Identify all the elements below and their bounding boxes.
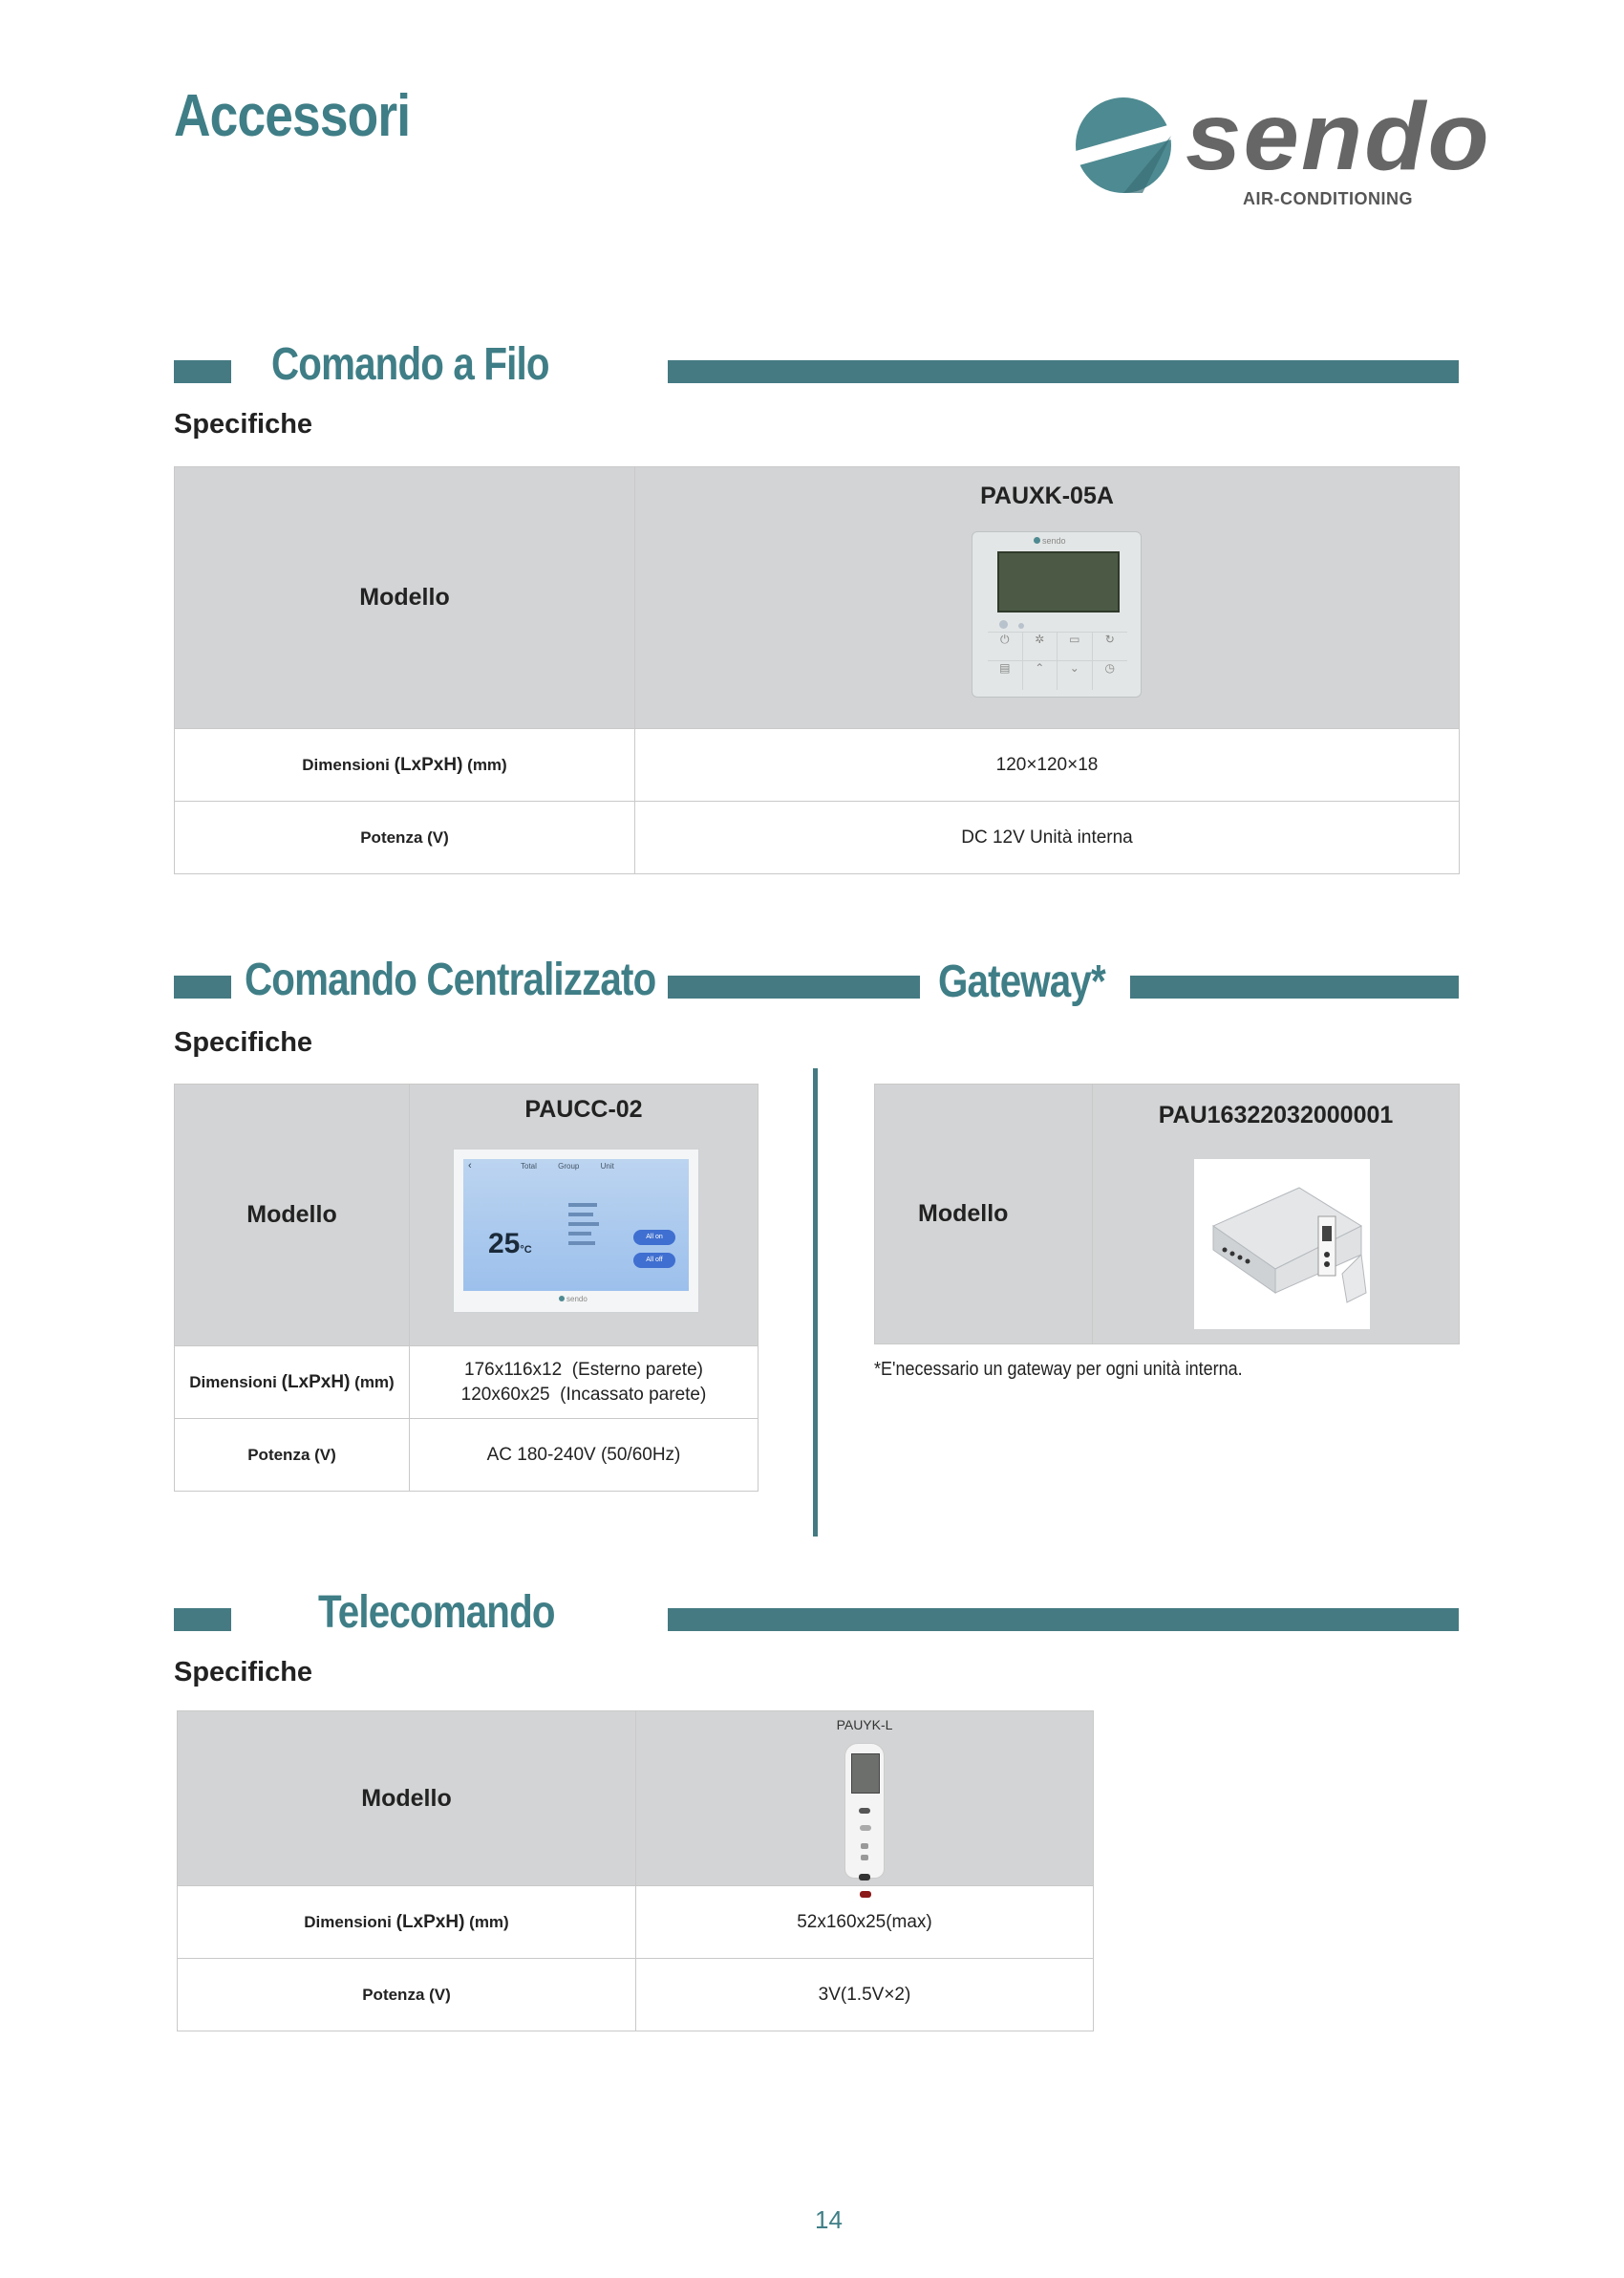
screen-tabs: Total Group Unit bbox=[521, 1162, 614, 1171]
dimensions-value-line2: 120x60x25 (Incassato parete) bbox=[460, 1384, 707, 1405]
power-value: DC 12V Unità interna bbox=[961, 827, 1133, 848]
remote-lcd bbox=[851, 1753, 880, 1794]
model-name: PAUYK-L bbox=[836, 1717, 893, 1732]
gateway-device-drawing bbox=[1194, 1159, 1370, 1329]
central-spec-table bbox=[174, 1084, 759, 1492]
model-cell bbox=[635, 467, 1460, 729]
power-label: Potenza (V) bbox=[360, 827, 449, 847]
section-title-gateway: Gateway* bbox=[938, 956, 1105, 1007]
dimensions-label: Dimensioni (LxPxH) (mm) bbox=[189, 1371, 395, 1392]
dimensions-label-cell bbox=[178, 1886, 636, 1959]
section-bar-right bbox=[668, 360, 1459, 383]
gateway-spec-table bbox=[874, 1084, 1460, 1344]
remote-spec-table bbox=[177, 1710, 1094, 2031]
power-label-cell bbox=[175, 802, 635, 874]
section-bar-left bbox=[174, 1608, 231, 1631]
power-value-cell bbox=[636, 1959, 1094, 2031]
section-bar-right bbox=[668, 1608, 1459, 1631]
all-off-button[interactable]: All off bbox=[633, 1253, 675, 1268]
brand-tagline: AIR-CONDITIONING bbox=[1243, 189, 1413, 208]
all-on-button[interactable]: All on bbox=[633, 1230, 675, 1245]
dimensions-label-cell bbox=[175, 729, 635, 802]
device-brand-text: sendo bbox=[566, 1295, 588, 1303]
device-brand bbox=[559, 1295, 588, 1303]
power-value-cell bbox=[410, 1419, 759, 1492]
model-label: Modello bbox=[361, 1784, 452, 1812]
section-bar-middle bbox=[668, 976, 920, 999]
power-label-cell bbox=[175, 1419, 410, 1492]
model-label-cell bbox=[178, 1711, 636, 1886]
screen-temperature: 25°C bbox=[488, 1228, 532, 1259]
model-cell bbox=[636, 1711, 1094, 1886]
button-grid: ⏻ ✲ ▭ ↻ ▤ ⌃ ⌄ ◷ bbox=[988, 632, 1127, 690]
dimensions-value-line1: 176x116x12 (Esterno parete) bbox=[464, 1359, 703, 1380]
model-name: PAUXK-05A bbox=[980, 483, 1114, 509]
power-label: Potenza (V) bbox=[362, 1985, 451, 2004]
power-label-cell bbox=[178, 1959, 636, 2031]
page-title: Accessori bbox=[174, 83, 411, 149]
model-cell bbox=[1093, 1085, 1460, 1344]
device-brand-text: sendo bbox=[1042, 536, 1066, 546]
sendo-logo bbox=[1076, 83, 1491, 220]
dimensions-value-cell bbox=[635, 729, 1460, 802]
wired-controller-image bbox=[972, 531, 1142, 698]
power-value: 3V(1.5V×2) bbox=[818, 1984, 911, 2005]
dimensions-value: 120×120×18 bbox=[995, 754, 1099, 775]
section-bar-right bbox=[1130, 976, 1459, 999]
power-label: Potenza (V) bbox=[247, 1445, 336, 1464]
model-name: PAU16322032000001 bbox=[1158, 1102, 1394, 1128]
section-bar-left bbox=[174, 976, 231, 999]
dimensions-label-cell bbox=[175, 1346, 410, 1419]
remote-buttons bbox=[851, 1801, 878, 1902]
dimensions-label: Dimensioni (LxPxH) (mm) bbox=[302, 754, 507, 775]
wired-spec-table bbox=[174, 466, 1460, 874]
dimensions-value-cell bbox=[410, 1346, 759, 1419]
back-arrow-icon[interactable]: ‹ bbox=[468, 1160, 472, 1171]
section-bar-left bbox=[174, 360, 231, 383]
remote-control-image bbox=[844, 1743, 885, 1879]
model-label-cell bbox=[175, 1085, 410, 1346]
model-cell bbox=[410, 1085, 759, 1346]
power-value-cell bbox=[635, 802, 1460, 874]
model-label-cell bbox=[175, 467, 635, 729]
dimensions-label: Dimensioni (LxPxH) (mm) bbox=[304, 1911, 509, 1932]
specs-label: Specifiche bbox=[174, 409, 313, 440]
brand-name: sendo bbox=[1186, 83, 1491, 190]
specs-label: Specifiche bbox=[174, 1027, 313, 1058]
gateway-device-image bbox=[1194, 1159, 1370, 1329]
model-label: Modello bbox=[246, 1201, 337, 1228]
section-title-central: Comando Centralizzato bbox=[245, 955, 656, 1005]
gateway-note: *E'necessario un gateway per ogni unità interna. bbox=[874, 1359, 1243, 1380]
model-label: Modello bbox=[359, 584, 450, 611]
device-brand bbox=[1034, 536, 1066, 546]
model-label: Modello bbox=[918, 1200, 1009, 1227]
model-name: PAUCC-02 bbox=[524, 1096, 643, 1123]
dimensions-value: 52x160x25(max) bbox=[797, 1911, 932, 1932]
device-brand-dot bbox=[559, 1296, 565, 1301]
indicator-dots bbox=[997, 616, 1026, 626]
page-number: 14 bbox=[815, 2205, 843, 2234]
power-value: AC 180-240V (50/60Hz) bbox=[486, 1444, 681, 1465]
section-title-remote: Telecomando bbox=[318, 1587, 555, 1638]
touchscreen-display bbox=[463, 1159, 689, 1291]
section-title-wired: Comando a Filo bbox=[271, 339, 549, 390]
vertical-divider bbox=[813, 1068, 818, 1537]
lcd-screen bbox=[997, 551, 1120, 612]
mode-list bbox=[568, 1197, 616, 1283]
touchscreen-image bbox=[453, 1149, 699, 1313]
model-label-cell bbox=[875, 1085, 1093, 1344]
device-brand-dot bbox=[1034, 537, 1040, 544]
specs-label: Specifiche bbox=[174, 1657, 313, 1687]
